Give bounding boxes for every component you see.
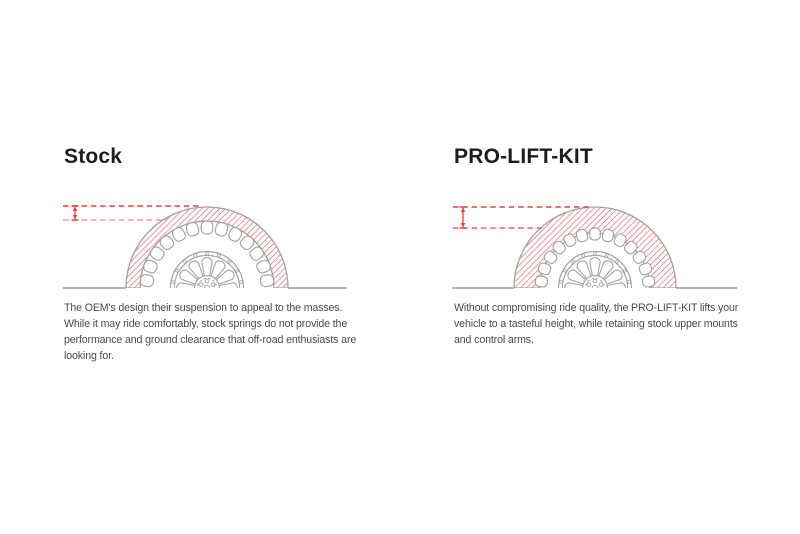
stock-description: The OEM's design their suspension to appeal to the masses. While it may ride comfortably, stock springs do not provide the performance and ground clearance that off-road enthusiasts are looking for. (64, 302, 357, 362)
pro-lift-kit-description: Without compromising ride quality, the PRO-LIFT-KIT lifts your vehicle to a tasteful height, while retaining stock upper mounts and control arms. (454, 302, 739, 346)
stock-heading: Stock (64, 145, 123, 168)
pro-lift-kit-heading: PRO-LIFT-KIT (454, 145, 593, 168)
